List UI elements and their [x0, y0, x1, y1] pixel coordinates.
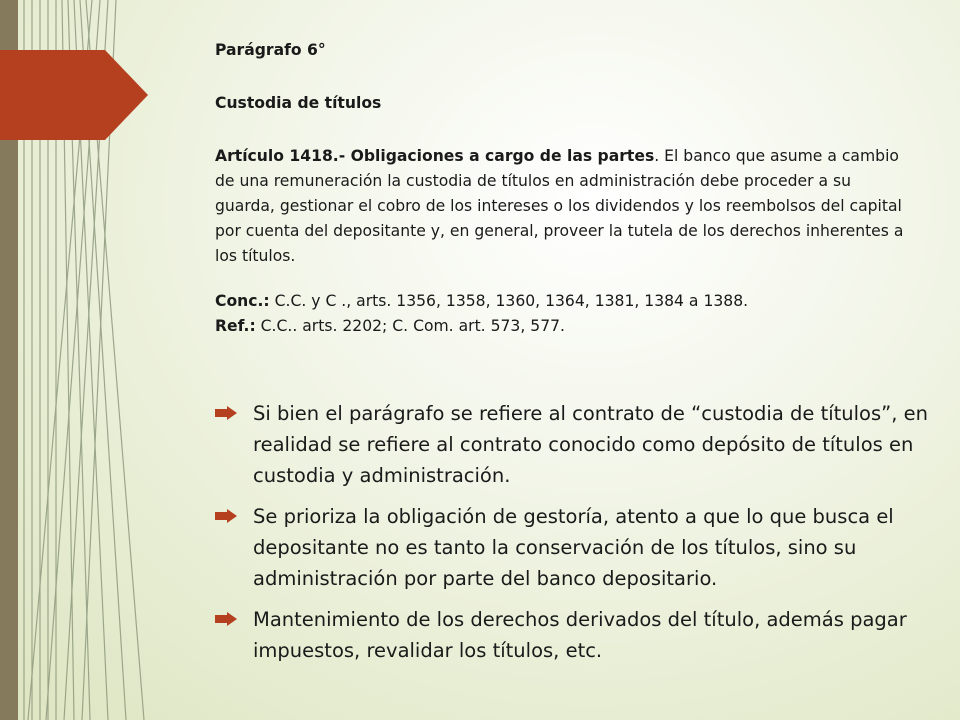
conc-line [215, 289, 905, 314]
arrow-bullet-icon [215, 406, 237, 420]
arrow-bullet-icon [215, 509, 237, 523]
ref-text: C.C.. arts. 2202; C. Com. art. 573, 577. [255, 317, 565, 335]
slide-header-block [215, 38, 905, 339]
conc-label: Conc.: [215, 292, 270, 310]
list-item [215, 501, 935, 594]
paragraph-heading: Parágrafo 6° [215, 41, 326, 59]
bullet-list [215, 398, 935, 676]
arrow-bullet-icon [215, 612, 237, 626]
ref-label: Ref.: [215, 317, 256, 335]
bullet-text: Si bien el parágrafo se refiere al contrato de “custodia de títulos”, en realidad se refiere al contrato conocido como depósito de títulos en custodia y administración. [253, 402, 928, 487]
bullet-text: Mantenimiento de los derechos derivados del título, además pagar impuestos, revalidar los títulos, etc. [253, 608, 907, 662]
section-heading: Custodia de títulos [215, 94, 382, 112]
bullet-text: Se prioriza la obligación de gestoría, atento a que lo que busca el depositante no es tanto la conservación de los títulos, sino su administración por parte del banco depositario. [253, 505, 894, 590]
list-item [215, 398, 935, 491]
conc-text: C.C. y C ., arts. 1356, 1358, 1360, 1364, 1381, 1384 a 1388. [269, 292, 749, 310]
ref-line [215, 314, 905, 339]
article-paragraph [215, 144, 905, 269]
article-text: . El banco que asume a cambio de una remuneración la custodia de títulos en administración debe proceder a su guarda, gestionar el cobro de los intereses o los dividendos y los reembolsos del capital por cuenta del depositante y, en general, proveer la tutela de los derechos inherentes a los títulos. [215, 147, 904, 265]
arrow-tab-icon [0, 50, 150, 140]
article-title: Artículo 1418.- Obligaciones a cargo de las partes [215, 147, 655, 165]
list-item [215, 604, 935, 666]
